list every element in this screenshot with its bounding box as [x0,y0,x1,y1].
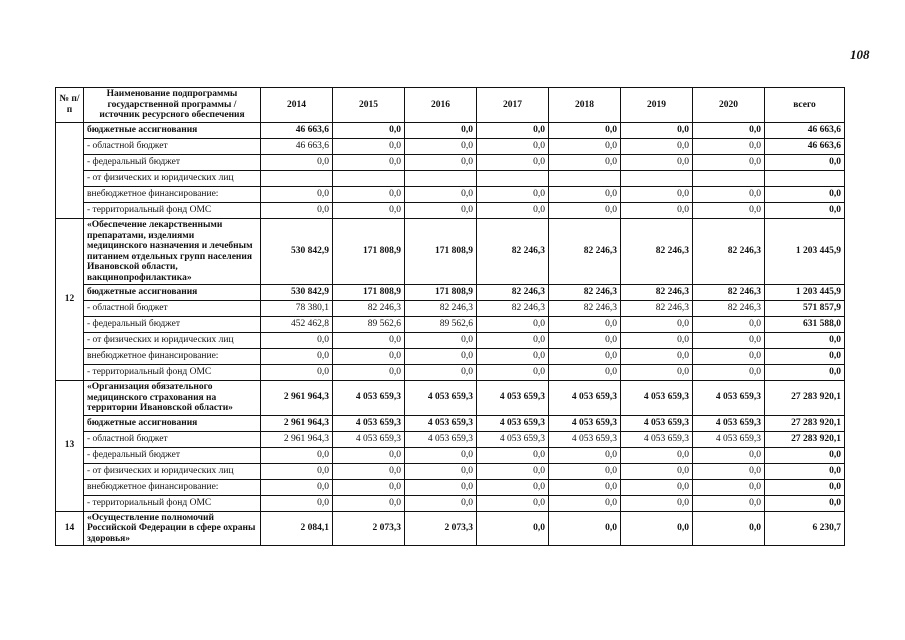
total-cell: 571 857,9 [765,301,845,317]
header-year-2016: 2016 [405,88,477,123]
value-cell: 0,0 [333,139,405,155]
value-cell: 0,0 [621,333,693,349]
value-cell: 4 053 659,3 [693,381,765,416]
total-cell: 631 588,0 [765,317,845,333]
header-total: всего [765,88,845,123]
value-cell: 2 961 964,3 [261,415,333,431]
value-cell: 0,0 [261,187,333,203]
value-cell: 0,0 [477,479,549,495]
value-cell: 46 663,6 [261,123,333,139]
table-row [56,431,845,447]
source-name: - федеральный бюджет [84,317,261,333]
total-cell: 0,0 [765,463,845,479]
table-row [56,479,845,495]
source-name: бюджетные ассигнования [84,285,261,301]
table-row [56,187,845,203]
table-row [56,285,845,301]
value-cell: 0,0 [549,479,621,495]
value-cell: 530 842,9 [261,285,333,301]
source-name: - от физических и юридических лиц [84,171,261,187]
value-cell: 0,0 [261,349,333,365]
value-cell: 0,0 [621,317,693,333]
value-cell: 4 053 659,3 [621,431,693,447]
subprogram-name: «Осуществление полномочий Российской Федерации в сфере охраны здоровья» [84,511,261,546]
value-cell: 0,0 [693,349,765,365]
table-row [56,317,845,333]
value-cell: 0,0 [261,333,333,349]
value-cell: 0,0 [261,479,333,495]
row-number: 12 [56,219,84,381]
value-cell [261,171,333,187]
value-cell: 530 842,9 [261,219,333,285]
value-cell: 4 053 659,3 [405,381,477,416]
value-cell: 4 053 659,3 [477,381,549,416]
table-row [56,203,845,219]
value-cell: 0,0 [621,495,693,511]
value-cell: 0,0 [693,479,765,495]
value-cell: 0,0 [693,463,765,479]
value-cell: 82 246,3 [405,301,477,317]
value-cell: 0,0 [693,447,765,463]
source-name: - от физических и юридических лиц [84,463,261,479]
value-cell: 0,0 [621,123,693,139]
value-cell: 4 053 659,3 [621,381,693,416]
source-name: - от физических и юридических лиц [84,333,261,349]
value-cell: 0,0 [333,479,405,495]
subprogram-title-row [56,219,845,285]
total-cell: 0,0 [765,333,845,349]
value-cell: 0,0 [477,123,549,139]
value-cell: 0,0 [549,349,621,365]
value-cell: 0,0 [621,463,693,479]
value-cell: 0,0 [333,333,405,349]
value-cell: 0,0 [261,155,333,171]
total-cell: 6 230,7 [765,511,845,546]
value-cell: 171 808,9 [405,285,477,301]
value-cell: 2 073,3 [405,511,477,546]
table-row [56,365,845,381]
value-cell: 0,0 [477,463,549,479]
value-cell: 2 961 964,3 [261,431,333,447]
value-cell: 89 562,6 [333,317,405,333]
value-cell: 0,0 [693,333,765,349]
value-cell: 0,0 [693,495,765,511]
value-cell: 0,0 [333,447,405,463]
value-cell: 0,0 [621,203,693,219]
source-name: внебюджетное финансирование: [84,349,261,365]
value-cell: 0,0 [549,139,621,155]
total-cell: 27 283 920,1 [765,415,845,431]
source-name: бюджетные ассигнования [84,415,261,431]
source-name: - областной бюджет [84,301,261,317]
table-row [56,333,845,349]
table-row [56,447,845,463]
total-cell: 1 203 445,9 [765,219,845,285]
value-cell: 82 246,3 [477,219,549,285]
value-cell: 0,0 [405,479,477,495]
value-cell: 0,0 [405,349,477,365]
value-cell: 82 246,3 [693,285,765,301]
value-cell: 0,0 [621,511,693,546]
value-cell: 4 053 659,3 [693,415,765,431]
total-cell: 0,0 [765,203,845,219]
value-cell: 82 246,3 [621,285,693,301]
value-cell: 82 246,3 [549,285,621,301]
value-cell: 82 246,3 [549,301,621,317]
total-cell: 0,0 [765,349,845,365]
value-cell: 0,0 [405,155,477,171]
header-year-2018: 2018 [549,88,621,123]
value-cell: 4 053 659,3 [549,431,621,447]
page-number: 108 [850,47,870,62]
value-cell: 0,0 [693,187,765,203]
value-cell: 4 053 659,3 [405,415,477,431]
value-cell: 4 053 659,3 [333,381,405,416]
value-cell: 78 380,1 [261,301,333,317]
source-name: внебюджетное финансирование: [84,187,261,203]
value-cell: 0,0 [549,333,621,349]
value-cell: 0,0 [477,495,549,511]
value-cell: 0,0 [549,463,621,479]
row-number [56,123,84,219]
value-cell [693,171,765,187]
subprogram-title-row [56,381,845,416]
value-cell: 4 053 659,3 [477,431,549,447]
table-row [56,349,845,365]
value-cell: 2 961 964,3 [261,381,333,416]
value-cell: 0,0 [621,479,693,495]
value-cell: 2 084,1 [261,511,333,546]
value-cell [549,171,621,187]
subprogram-name: «Организация обязательного медицинского страхования на территории Ивановской области» [84,381,261,416]
value-cell: 0,0 [261,365,333,381]
value-cell: 0,0 [549,447,621,463]
table-row [56,463,845,479]
value-cell: 0,0 [549,495,621,511]
value-cell [477,171,549,187]
value-cell: 0,0 [333,123,405,139]
value-cell: 0,0 [405,333,477,349]
value-cell: 0,0 [693,155,765,171]
value-cell: 0,0 [693,511,765,546]
value-cell: 46 663,6 [261,139,333,155]
value-cell: 171 808,9 [405,219,477,285]
source-name: внебюджетное финансирование: [84,479,261,495]
value-cell: 0,0 [261,463,333,479]
value-cell: 82 246,3 [477,285,549,301]
value-cell: 0,0 [261,447,333,463]
value-cell: 89 562,6 [405,317,477,333]
value-cell: 0,0 [261,203,333,219]
total-cell: 0,0 [765,365,845,381]
value-cell: 0,0 [477,333,549,349]
value-cell: 0,0 [621,447,693,463]
total-cell: 46 663,6 [765,123,845,139]
value-cell: 0,0 [477,447,549,463]
value-cell: 0,0 [333,187,405,203]
value-cell: 0,0 [477,511,549,546]
total-cell: 0,0 [765,479,845,495]
value-cell: 0,0 [477,349,549,365]
total-cell: 27 283 920,1 [765,431,845,447]
source-name: - территориальный фонд ОМС [84,203,261,219]
table-row [56,139,845,155]
value-cell: 4 053 659,3 [333,415,405,431]
value-cell: 0,0 [477,187,549,203]
table-row [56,415,845,431]
row-number: 13 [56,381,84,512]
value-cell: 0,0 [549,317,621,333]
value-cell: 0,0 [333,203,405,219]
header-year-2020: 2020 [693,88,765,123]
value-cell: 0,0 [477,317,549,333]
value-cell: 0,0 [333,463,405,479]
value-cell: 4 053 659,3 [549,381,621,416]
table-row [56,495,845,511]
header-year-2017: 2017 [477,88,549,123]
value-cell: 0,0 [549,123,621,139]
value-cell [405,171,477,187]
value-cell: 82 246,3 [549,219,621,285]
total-cell: 0,0 [765,187,845,203]
total-cell: 46 663,6 [765,139,845,155]
source-name: - федеральный бюджет [84,155,261,171]
value-cell: 0,0 [477,203,549,219]
value-cell: 0,0 [549,511,621,546]
value-cell: 4 053 659,3 [693,431,765,447]
header-year-2019: 2019 [621,88,693,123]
value-cell: 0,0 [405,495,477,511]
value-cell [621,171,693,187]
value-cell: 0,0 [333,155,405,171]
value-cell: 0,0 [405,365,477,381]
source-name: - федеральный бюджет [84,447,261,463]
source-name: - территориальный фонд ОМС [84,495,261,511]
value-cell: 82 246,3 [693,219,765,285]
table-row [56,301,845,317]
value-cell: 0,0 [693,123,765,139]
table-row [56,171,845,187]
source-name: - областной бюджет [84,431,261,447]
value-cell: 0,0 [405,187,477,203]
value-cell: 0,0 [621,139,693,155]
value-cell: 0,0 [693,203,765,219]
subprogram-title-row [56,511,845,546]
budget-table [55,87,845,546]
value-cell: 0,0 [549,187,621,203]
value-cell: 4 053 659,3 [405,431,477,447]
value-cell: 82 246,3 [621,301,693,317]
total-cell: 0,0 [765,495,845,511]
header-number: № п/п [56,88,84,123]
value-cell: 82 246,3 [333,301,405,317]
value-cell: 0,0 [693,139,765,155]
value-cell: 0,0 [405,203,477,219]
total-cell: 0,0 [765,447,845,463]
value-cell: 0,0 [405,447,477,463]
value-cell: 0,0 [477,139,549,155]
value-cell: 0,0 [693,365,765,381]
value-cell: 0,0 [333,365,405,381]
value-cell: 4 053 659,3 [477,415,549,431]
value-cell: 0,0 [549,365,621,381]
value-cell: 4 053 659,3 [621,415,693,431]
value-cell: 452 462,8 [261,317,333,333]
table-row [56,155,845,171]
value-cell: 0,0 [405,463,477,479]
value-cell: 0,0 [405,123,477,139]
total-cell: 0,0 [765,155,845,171]
header-year-2014: 2014 [261,88,333,123]
source-name: - областной бюджет [84,139,261,155]
value-cell: 0,0 [621,349,693,365]
header-name: Наименование подпрограммы государственной программы / источник ресурсного обеспечения [84,88,261,123]
total-cell [765,171,845,187]
value-cell: 0,0 [333,495,405,511]
value-cell: 0,0 [549,155,621,171]
value-cell: 0,0 [405,139,477,155]
source-name: бюджетные ассигнования [84,123,261,139]
value-cell: 0,0 [549,203,621,219]
header-year-2015: 2015 [333,88,405,123]
value-cell: 82 246,3 [693,301,765,317]
value-cell: 0,0 [261,495,333,511]
value-cell [333,171,405,187]
value-cell: 82 246,3 [477,301,549,317]
value-cell: 0,0 [621,365,693,381]
value-cell: 171 808,9 [333,219,405,285]
total-cell: 1 203 445,9 [765,285,845,301]
value-cell: 2 073,3 [333,511,405,546]
value-cell: 82 246,3 [621,219,693,285]
value-cell: 0,0 [477,365,549,381]
value-cell: 0,0 [477,155,549,171]
value-cell: 0,0 [693,317,765,333]
value-cell: 171 808,9 [333,285,405,301]
value-cell: 0,0 [621,155,693,171]
total-cell: 27 283 920,1 [765,381,845,416]
value-cell: 0,0 [333,349,405,365]
row-number: 14 [56,511,84,546]
value-cell: 4 053 659,3 [549,415,621,431]
subprogram-name: «Обеспечение лекарственными препаратами, изделиями медицинского назначения и лечебным питанием отдельных групп населения Ивановской области, вакцинопрофилактика» [84,219,261,285]
table-row [56,123,845,139]
value-cell: 0,0 [621,187,693,203]
value-cell: 4 053 659,3 [333,431,405,447]
source-name: - территориальный фонд ОМС [84,365,261,381]
table-header-row [56,88,845,123]
